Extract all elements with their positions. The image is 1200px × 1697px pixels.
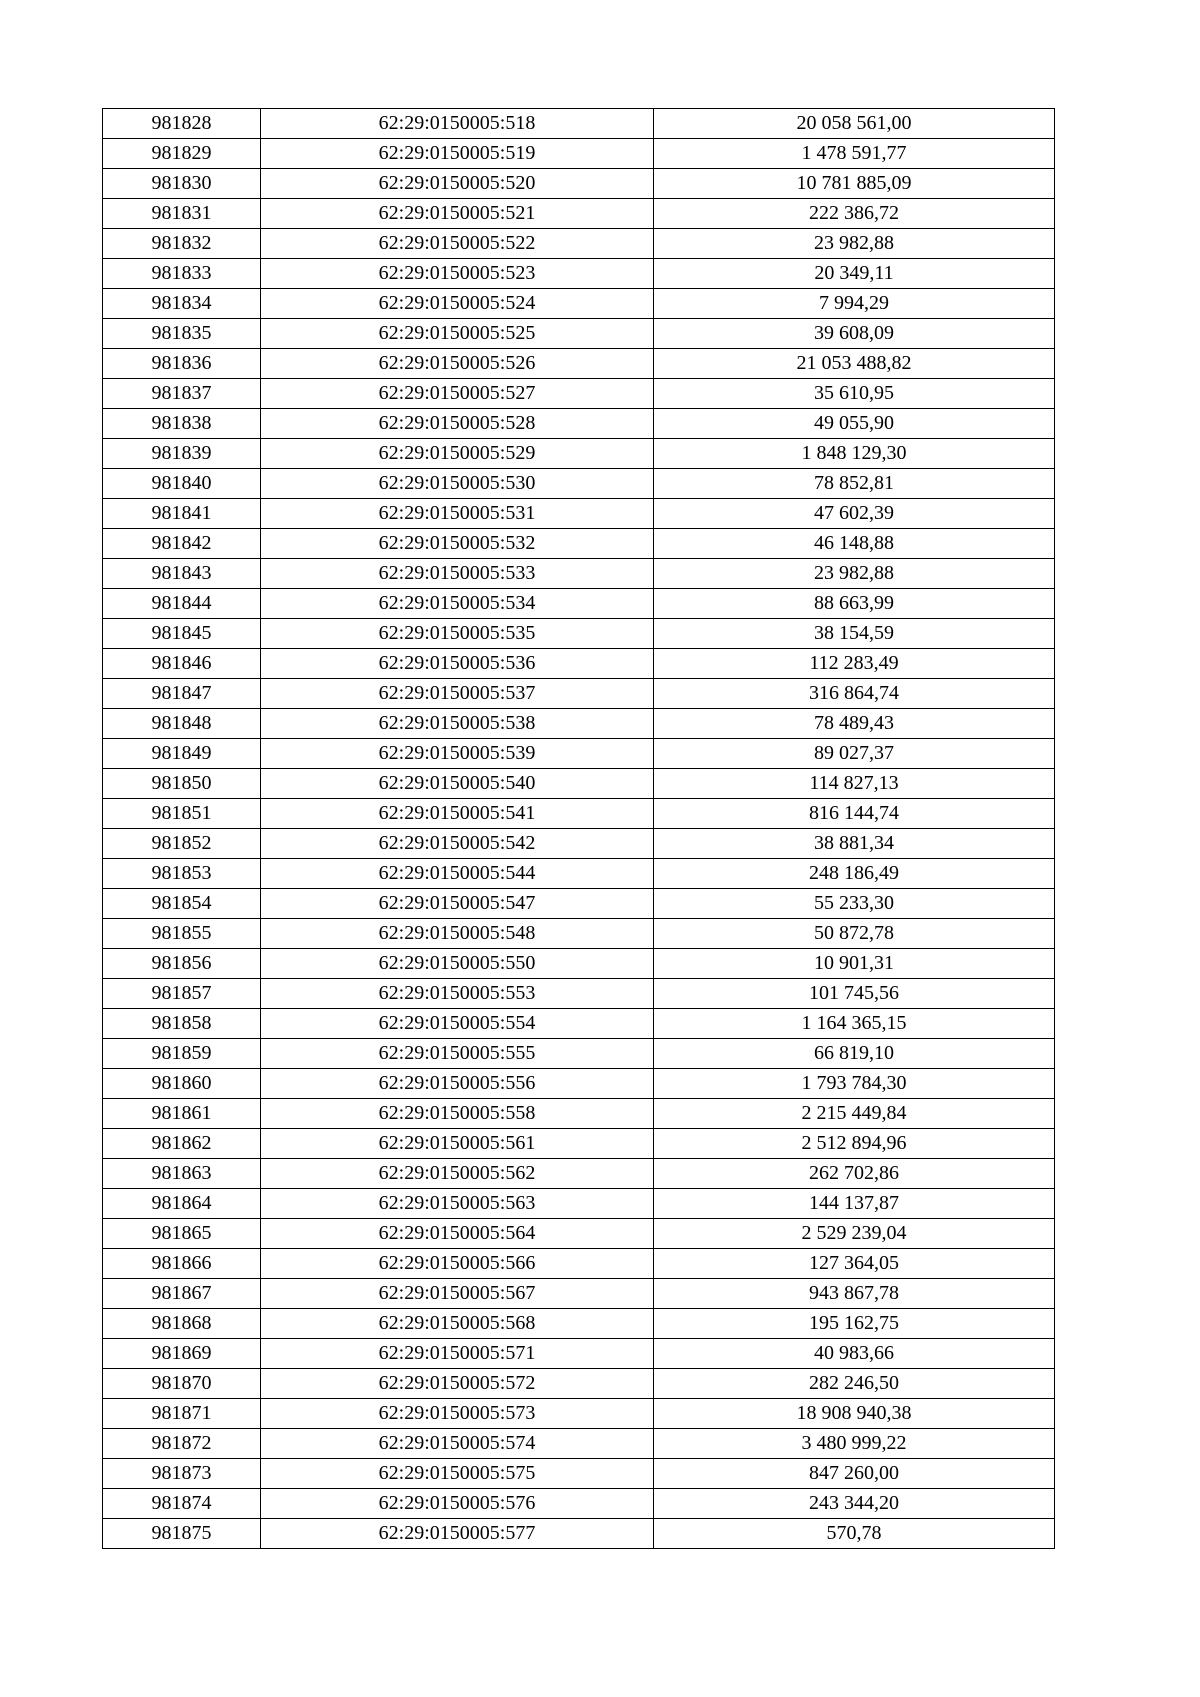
row-number-cell: 981833 <box>103 259 261 289</box>
row-number-cell: 981861 <box>103 1099 261 1129</box>
cadastral-value-cell: 20 349,11 <box>654 259 1055 289</box>
table-row <box>103 229 1055 259</box>
cadastral-number-cell: 62:29:0150005:573 <box>261 1399 654 1429</box>
row-number-cell: 981837 <box>103 379 261 409</box>
row-number-cell: 981856 <box>103 949 261 979</box>
cadastral-number-cell: 62:29:0150005:533 <box>261 559 654 589</box>
row-number-cell: 981840 <box>103 469 261 499</box>
cadastral-number-cell: 62:29:0150005:521 <box>261 199 654 229</box>
cadastral-value-cell: 262 702,86 <box>654 1159 1055 1189</box>
table-row <box>103 679 1055 709</box>
row-number-cell: 981839 <box>103 439 261 469</box>
cadastral-value-cell: 88 663,99 <box>654 589 1055 619</box>
cadastral-value-cell: 10 781 885,09 <box>654 169 1055 199</box>
cadastral-value-cell: 2 512 894,96 <box>654 1129 1055 1159</box>
cadastral-value-cell: 46 148,88 <box>654 529 1055 559</box>
cadastral-number-cell: 62:29:0150005:548 <box>261 919 654 949</box>
row-number-cell: 981872 <box>103 1429 261 1459</box>
table-row <box>103 769 1055 799</box>
cadastral-value-cell: 1 164 365,15 <box>654 1009 1055 1039</box>
cadastral-number-cell: 62:29:0150005:554 <box>261 1009 654 1039</box>
cadastral-number-cell: 62:29:0150005:542 <box>261 829 654 859</box>
cadastral-number-cell: 62:29:0150005:536 <box>261 649 654 679</box>
table-row <box>103 1129 1055 1159</box>
cadastral-value-cell: 55 233,30 <box>654 889 1055 919</box>
cadastral-number-cell: 62:29:0150005:568 <box>261 1309 654 1339</box>
cadastral-number-cell: 62:29:0150005:539 <box>261 739 654 769</box>
row-number-cell: 981866 <box>103 1249 261 1279</box>
row-number-cell: 981834 <box>103 289 261 319</box>
row-number-cell: 981871 <box>103 1399 261 1429</box>
cadastral-number-cell: 62:29:0150005:555 <box>261 1039 654 1069</box>
row-number-cell: 981873 <box>103 1459 261 1489</box>
row-number-cell: 981851 <box>103 799 261 829</box>
table-body <box>103 109 1055 1549</box>
row-number-cell: 981828 <box>103 109 261 139</box>
cadastral-number-cell: 62:29:0150005:520 <box>261 169 654 199</box>
cadastral-number-cell: 62:29:0150005:547 <box>261 889 654 919</box>
cadastral-value-cell: 7 994,29 <box>654 289 1055 319</box>
cadastral-number-cell: 62:29:0150005:577 <box>261 1519 654 1549</box>
table-row <box>103 379 1055 409</box>
row-number-cell: 981870 <box>103 1369 261 1399</box>
cadastral-value-cell: 144 137,87 <box>654 1189 1055 1219</box>
row-number-cell: 981831 <box>103 199 261 229</box>
cadastral-value-cell: 38 881,34 <box>654 829 1055 859</box>
row-number-cell: 981829 <box>103 139 261 169</box>
cadastral-value-cell: 127 364,05 <box>654 1249 1055 1279</box>
cadastral-number-cell: 62:29:0150005:558 <box>261 1099 654 1129</box>
row-number-cell: 981867 <box>103 1279 261 1309</box>
cadastral-number-cell: 62:29:0150005:532 <box>261 529 654 559</box>
table-row <box>103 1339 1055 1369</box>
cadastral-value-cell: 23 982,88 <box>654 229 1055 259</box>
table-row <box>103 1009 1055 1039</box>
cadastral-number-cell: 62:29:0150005:534 <box>261 589 654 619</box>
row-number-cell: 981875 <box>103 1519 261 1549</box>
cadastral-number-cell: 62:29:0150005:527 <box>261 379 654 409</box>
cadastral-value-cell: 114 827,13 <box>654 769 1055 799</box>
table-row <box>103 979 1055 1009</box>
cadastral-value-cell: 2 529 239,04 <box>654 1219 1055 1249</box>
table-row <box>103 319 1055 349</box>
row-number-cell: 981850 <box>103 769 261 799</box>
cadastral-value-cell: 50 872,78 <box>654 919 1055 949</box>
row-number-cell: 981852 <box>103 829 261 859</box>
cadastral-value-cell: 1 848 129,30 <box>654 439 1055 469</box>
cadastral-value-cell: 570,78 <box>654 1519 1055 1549</box>
cadastral-number-cell: 62:29:0150005:528 <box>261 409 654 439</box>
row-number-cell: 981868 <box>103 1309 261 1339</box>
cadastral-number-cell: 62:29:0150005:540 <box>261 769 654 799</box>
cadastral-value-cell: 78 489,43 <box>654 709 1055 739</box>
table-row <box>103 1399 1055 1429</box>
row-number-cell: 981844 <box>103 589 261 619</box>
table-row <box>103 919 1055 949</box>
table-row <box>103 1459 1055 1489</box>
table-row <box>103 259 1055 289</box>
table-row <box>103 1309 1055 1339</box>
cadastral-number-cell: 62:29:0150005:571 <box>261 1339 654 1369</box>
cadastral-value-cell: 243 344,20 <box>654 1489 1055 1519</box>
cadastral-value-cell: 89 027,37 <box>654 739 1055 769</box>
cadastral-number-cell: 62:29:0150005:519 <box>261 139 654 169</box>
row-number-cell: 981865 <box>103 1219 261 1249</box>
table-row <box>103 739 1055 769</box>
cadastral-value-cell: 35 610,95 <box>654 379 1055 409</box>
cadastral-value-cell: 38 154,59 <box>654 619 1055 649</box>
row-number-cell: 981846 <box>103 649 261 679</box>
cadastral-value-cell: 2 215 449,84 <box>654 1099 1055 1129</box>
row-number-cell: 981855 <box>103 919 261 949</box>
table-row <box>103 199 1055 229</box>
cadastral-value-cell: 1 478 591,77 <box>654 139 1055 169</box>
cadastral-value-cell: 21 053 488,82 <box>654 349 1055 379</box>
row-number-cell: 981862 <box>103 1129 261 1159</box>
table-row <box>103 889 1055 919</box>
cadastral-value-cell: 40 983,66 <box>654 1339 1055 1369</box>
row-number-cell: 981848 <box>103 709 261 739</box>
table-row <box>103 649 1055 679</box>
table-row <box>103 499 1055 529</box>
table-row <box>103 859 1055 889</box>
table-row <box>103 1219 1055 1249</box>
table-row <box>103 469 1055 499</box>
row-number-cell: 981854 <box>103 889 261 919</box>
table-row <box>103 949 1055 979</box>
row-number-cell: 981860 <box>103 1069 261 1099</box>
cadastral-number-cell: 62:29:0150005:561 <box>261 1129 654 1159</box>
cadastral-value-cell: 10 901,31 <box>654 949 1055 979</box>
cadastral-number-cell: 62:29:0150005:566 <box>261 1249 654 1279</box>
cadastral-value-cell: 847 260,00 <box>654 1459 1055 1489</box>
cadastral-number-cell: 62:29:0150005:553 <box>261 979 654 1009</box>
cadastral-value-cell: 816 144,74 <box>654 799 1055 829</box>
cadastral-number-cell: 62:29:0150005:522 <box>261 229 654 259</box>
row-number-cell: 981836 <box>103 349 261 379</box>
row-number-cell: 981864 <box>103 1189 261 1219</box>
cadastral-value-cell: 66 819,10 <box>654 1039 1055 1069</box>
cadastral-number-cell: 62:29:0150005:563 <box>261 1189 654 1219</box>
row-number-cell: 981849 <box>103 739 261 769</box>
cadastral-value-cell: 39 608,09 <box>654 319 1055 349</box>
table-row <box>103 1279 1055 1309</box>
cadastral-number-cell: 62:29:0150005:524 <box>261 289 654 319</box>
cadastral-number-cell: 62:29:0150005:575 <box>261 1459 654 1489</box>
cadastral-number-cell: 62:29:0150005:550 <box>261 949 654 979</box>
cadastral-number-cell: 62:29:0150005:538 <box>261 709 654 739</box>
cadastral-value-cell: 78 852,81 <box>654 469 1055 499</box>
row-number-cell: 981859 <box>103 1039 261 1069</box>
table-row <box>103 139 1055 169</box>
cadastral-number-cell: 62:29:0150005:537 <box>261 679 654 709</box>
row-number-cell: 981835 <box>103 319 261 349</box>
row-number-cell: 981863 <box>103 1159 261 1189</box>
table-row <box>103 559 1055 589</box>
cadastral-number-cell: 62:29:0150005:525 <box>261 319 654 349</box>
cadastral-number-cell: 62:29:0150005:574 <box>261 1429 654 1459</box>
cadastral-number-cell: 62:29:0150005:529 <box>261 439 654 469</box>
table-row <box>103 349 1055 379</box>
cadastral-number-cell: 62:29:0150005:530 <box>261 469 654 499</box>
cadastral-number-cell: 62:29:0150005:544 <box>261 859 654 889</box>
cadastral-number-cell: 62:29:0150005:572 <box>261 1369 654 1399</box>
table-row <box>103 1429 1055 1459</box>
table-row <box>103 829 1055 859</box>
cadastral-value-table <box>102 108 1055 1549</box>
table-row <box>103 1069 1055 1099</box>
cadastral-number-cell: 62:29:0150005:541 <box>261 799 654 829</box>
cadastral-number-cell: 62:29:0150005:535 <box>261 619 654 649</box>
table-row <box>103 1519 1055 1549</box>
row-number-cell: 981853 <box>103 859 261 889</box>
row-number-cell: 981843 <box>103 559 261 589</box>
cadastral-value-cell: 112 283,49 <box>654 649 1055 679</box>
cadastral-value-cell: 195 162,75 <box>654 1309 1055 1339</box>
table-row <box>103 619 1055 649</box>
table-row <box>103 709 1055 739</box>
table-row <box>103 1099 1055 1129</box>
cadastral-value-cell: 316 864,74 <box>654 679 1055 709</box>
table-row <box>103 1369 1055 1399</box>
row-number-cell: 981874 <box>103 1489 261 1519</box>
cadastral-number-cell: 62:29:0150005:562 <box>261 1159 654 1189</box>
table-row <box>103 409 1055 439</box>
cadastral-number-cell: 62:29:0150005:567 <box>261 1279 654 1309</box>
table-row <box>103 1189 1055 1219</box>
cadastral-value-cell: 248 186,49 <box>654 859 1055 889</box>
cadastral-value-cell: 1 793 784,30 <box>654 1069 1055 1099</box>
row-number-cell: 981832 <box>103 229 261 259</box>
table-row <box>103 109 1055 139</box>
cadastral-number-cell: 62:29:0150005:523 <box>261 259 654 289</box>
cadastral-value-cell: 222 386,72 <box>654 199 1055 229</box>
cadastral-number-cell: 62:29:0150005:531 <box>261 499 654 529</box>
row-number-cell: 981841 <box>103 499 261 529</box>
row-number-cell: 981838 <box>103 409 261 439</box>
cadastral-value-cell: 47 602,39 <box>654 499 1055 529</box>
cadastral-value-cell: 943 867,78 <box>654 1279 1055 1309</box>
cadastral-number-cell: 62:29:0150005:526 <box>261 349 654 379</box>
cadastral-value-cell: 282 246,50 <box>654 1369 1055 1399</box>
table-row <box>103 1039 1055 1069</box>
row-number-cell: 981845 <box>103 619 261 649</box>
cadastral-value-cell: 20 058 561,00 <box>654 109 1055 139</box>
table-row <box>103 589 1055 619</box>
table-row <box>103 1159 1055 1189</box>
cadastral-number-cell: 62:29:0150005:564 <box>261 1219 654 1249</box>
table-row <box>103 799 1055 829</box>
row-number-cell: 981830 <box>103 169 261 199</box>
row-number-cell: 981857 <box>103 979 261 1009</box>
row-number-cell: 981869 <box>103 1339 261 1369</box>
table-row <box>103 529 1055 559</box>
row-number-cell: 981842 <box>103 529 261 559</box>
table-row <box>103 439 1055 469</box>
table-row <box>103 289 1055 319</box>
cadastral-number-cell: 62:29:0150005:576 <box>261 1489 654 1519</box>
cadastral-number-cell: 62:29:0150005:518 <box>261 109 654 139</box>
table-row <box>103 1249 1055 1279</box>
cadastral-value-cell: 3 480 999,22 <box>654 1429 1055 1459</box>
table-row <box>103 169 1055 199</box>
row-number-cell: 981847 <box>103 679 261 709</box>
cadastral-value-cell: 23 982,88 <box>654 559 1055 589</box>
cadastral-value-cell: 101 745,56 <box>654 979 1055 1009</box>
cadastral-value-cell: 18 908 940,38 <box>654 1399 1055 1429</box>
row-number-cell: 981858 <box>103 1009 261 1039</box>
cadastral-value-cell: 49 055,90 <box>654 409 1055 439</box>
table-row <box>103 1489 1055 1519</box>
cadastral-number-cell: 62:29:0150005:556 <box>261 1069 654 1099</box>
